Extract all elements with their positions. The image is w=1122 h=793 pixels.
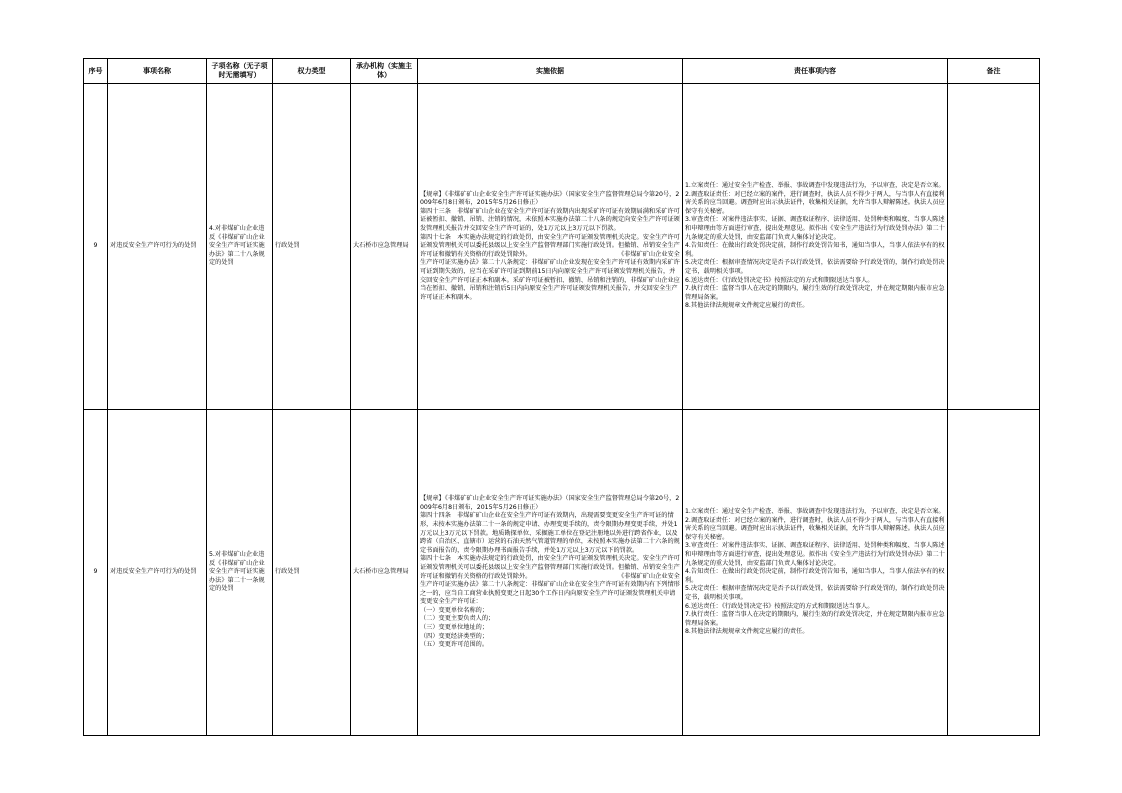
row-item-name: 对违反安全生产许可行为的处罚 [108,84,207,410]
row-power-type: 行政处罚 [273,84,351,410]
table-row [84,410,1040,736]
table-row [84,84,1040,410]
row-remarks [948,410,1040,736]
header-row [84,59,1040,84]
row-sub-item: 4.对非煤矿山企业违反《非煤矿矿山企业安全生产许可证实施办法》第二十八条规定的处罚 [207,84,273,410]
responsibility-table [83,58,1040,736]
header-basis: 实施依据 [418,59,683,84]
row-duties: 1.立案责任：通过安全生产检查、举报、事故调查中发现违法行为，予以审查，决定是否立案。 2.调查取证责任：对已经立案的案件，进行调查时，执法人员不得少于两人，与当事人有直接利害关系的应当回避。调查时应出示执法证件，收集相关证据，允许当事人辩解陈述。执法人员应保守有关秘密。 3.审查责任：对案件违法事实、证据、调查取证程序、法律适用、处罚种类和幅度、当事人陈述和申辩理由等方面进行审查，提出处理意见。拟作出《安全生产违法行为行政处罚办法》第二十九条规定的重大处罚，由安监部门负责人集体讨论决定。 4.告知责任：在做出行政处罚决定前，制作行政处罚告知书，通知当事人，当事人依法享有的权利。 5.决定责任：根据审查情况决定是否予以行政处罚，依法需要给予行政处罚的，制作行政处罚决定书，载明相关事项。 6.送达责任：《行政处罚决定书》按照法定的方式和期限送达当事人。 7.执行责任：监督当事人在决定的期限内，履行生效的行政处罚决定，并在规定期限内报市应急管理局备案。 8.其他法律法规规章文件规定应履行的责任。 [683,84,948,410]
row-basis: 【规章】《非煤矿矿山企业安全生产许可证实施办法》（国家安全生产监督管理总局令第20号，2009年6月8日颁布，2015年5月26日修正） 第四十四条 非煤矿矿山企业在安全生产许可证有效期内，出现需要变更安全生产许可证的情形，未按本实施办法第二十一条的规定申请、办理变更手续的，责令限期办理变更手续，并处1万元以上3万元以下罚款。地质勘探单位、采掘施工单位在登记注册地以外进行跨省作业，以及跨省（自治区、直辖市）运营的石油天然气管道管理的单位，未按照本实施办法第二十六条的规定书面报告的，责令限期办理书面报告手续，并处1万元以上3万元以下的罚款。 第四十七条 本实施办法规定的行政处罚，由安全生产许可证颁发管理机关决定。安全生产许可证颁发管理机关可以委托县级以上安全生产监督管理部门实施行政处罚。但撤销、吊销安全生产许可证和撤销有关资格的行政处罚除外。 《非煤矿矿山企业安全生产许可证实施办法》第二十八条规定：非煤矿矿山企业在安全生产许可证有效期内有下列情形之一的，应当自工商营业执照变更之日起30个工作日内向原安全生产许可证颁发管理机关申请变更安全生产许可证： （一）变更单位名称的； （二）变更主要负责人的； （三）变更单位地址的； （四）变更经济类型的； （五）变更许可范围的。 [418,410,683,736]
header-power-type: 权力类型 [273,59,351,84]
header-duties: 责任事项内容 [683,59,948,84]
row-item-name: 对违反安全生产许可行为的处罚 [108,410,207,736]
header-remarks: 备注 [948,59,1040,84]
row-basis: 【规章】《非煤矿矿山企业安全生产许可证实施办法》（国家安全生产监督管理总局令第20号，2009年6月8日颁布，2015年5月26日修正） 第四十三条 非煤矿矿山企业在安全生产许可证有效期内出现采矿许可证有效期届满和采矿许可证被暂扣、撤销、吊销、注销的情况，未依照本实施办法第二十八条的规定向安全生产许可证颁发管理机关报告并交回安全生产许可证的，处1万元以上3万元以下罚款。 第四十七条 本实施办法规定的行政处罚，由安全生产许可证颁发管理机关决定。安全生产许可证颁发管理机关可以委托县级以上安全生产监督管理部门实施行政处罚。但撤销、吊销安全生产许可证和撤销有关资格的行政处罚除外。 《非煤矿矿山企业安全生产许可证实施办法》第二十八条规定：非煤矿矿山企业发现在安全生产许可证有效期内采矿许可证到期失效的，应当在采矿许可证到期前15日内向原安全生产许可证颁发管理机关报告，并交回安全生产许可证正本和副本。采矿许可证被暂扣、撤销、吊销和注销的，非煤矿矿山企业应当在暂扣、撤销、吊销和注销后5日内向原安全生产许可证颁发管理机关报告，并交回安全生产许可证正本和副本。 [418,84,683,410]
row-no: 9 [84,84,108,410]
header-item-name: 事项名称 [108,59,207,84]
row-no: 9 [84,410,108,736]
row-org: 大石桥市应急管理局 [351,410,418,736]
row-power-type: 行政处罚 [273,410,351,736]
row-org: 大石桥市应急管理局 [351,84,418,410]
row-sub-item: 5.对非煤矿山企业违反《非煤矿矿山企业安全生产许可证实施办法》第二十一条规定的处罚 [207,410,273,736]
row-duties: 1.立案责任：通过安全生产检查、举报、事故调查中发现违法行为，予以审查，决定是否立案。 2.调查取证责任：对已经立案的案件，进行调查时，执法人员不得少于两人，与当事人有直接利害关系的应当回避。调查时应出示执法证件，收集相关证据，允许当事人辩解陈述。执法人员应保守有关秘密。 3.审查责任：对案件违法事实、证据、调查取证程序、法律适用、处罚种类和幅度、当事人陈述和申辩理由等方面进行审查，提出处理意见。拟作出《安全生产违法行为行政处罚办法》第二十九条规定的重大处罚，由安监部门负责人集体讨论决定。 4.告知责任：在做出行政处罚决定前，制作行政处罚告知书，通知当事人，当事人依法享有的权利。 5.决定责任：根据审查情况决定是否予以行政处罚，依法需要给予行政处罚的，制作行政处罚决定书，载明相关事项。 6.送达责任：《行政处罚决定书》按照法定的方式和期限送达当事人。 7.执行责任：监督当事人在决定的期限内，履行生效的行政处罚决定，并在规定期限内报市应急管理局备案。 8.其他法律法规规章文件规定应履行的责任。 [683,410,948,736]
header-org: 承办机构（实施主体） [351,59,418,84]
header-sub-item: 子项名称（无子项时无需填写） [207,59,273,84]
row-remarks [948,84,1040,410]
header-no: 序号 [84,59,108,84]
